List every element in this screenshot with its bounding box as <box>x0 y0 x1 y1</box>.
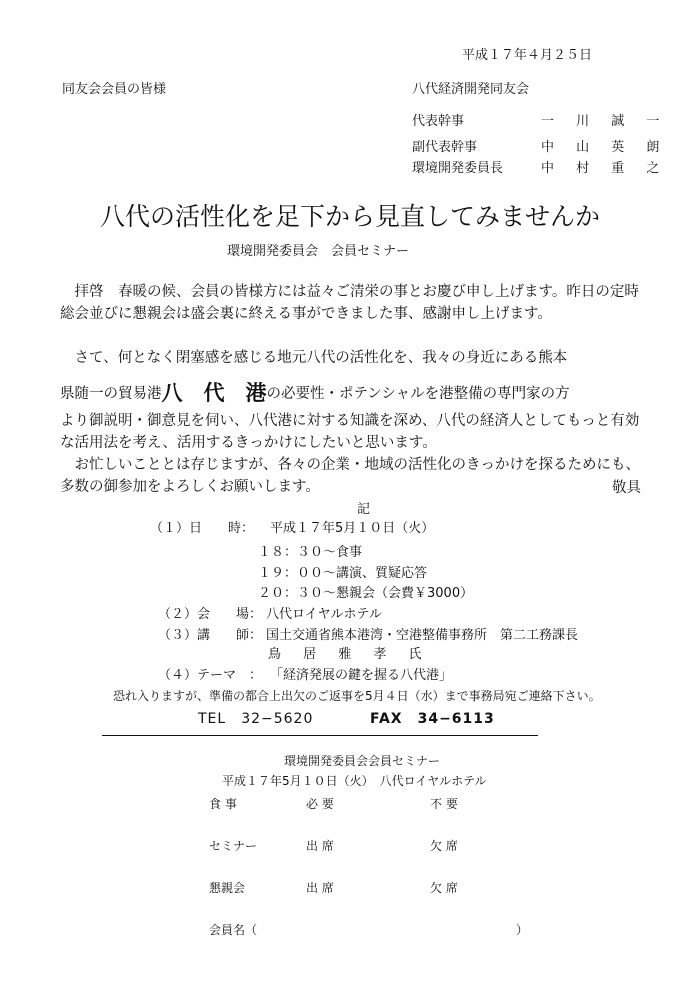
officer-title: 副代表幹事 <box>412 140 478 155</box>
schedule-item: １９：００～講演、質疑応答 <box>258 566 428 581</box>
officer-name: 中 村 重 之 <box>541 161 669 176</box>
officer-title: 環境開発委員長 <box>412 161 504 176</box>
date-value: 平成１７年5月１０日（火） <box>270 521 435 536</box>
reply-row-label: 懇親会 <box>209 881 246 895</box>
port-name-emphasis: 八 代 港 <box>161 381 267 405</box>
reply-option[interactable]: 不 要 <box>430 797 458 811</box>
member-name-label: 会員名（ <box>209 923 258 937</box>
purpose-text: の必要性・ポテンシャルを港整備の専門家の方 <box>266 386 570 402</box>
addressee: 同友会会員の皆様 <box>62 82 167 97</box>
speaker-org: 国土交通省熊本港湾・空港整備事務所 第二工務課長 <box>266 628 579 643</box>
reply-option[interactable]: 欠 席 <box>430 839 458 853</box>
reply-heading: 環境開発委員会会員セミナー <box>284 754 441 768</box>
contact-tel: TEL 32−5620 <box>198 711 314 727</box>
reply-option[interactable]: 欠 席 <box>430 881 458 895</box>
closing: 敬具 <box>612 480 641 496</box>
officer-name: 中 山 英 朗 <box>541 140 669 155</box>
paragraph-purpose-line2 <box>60 377 570 407</box>
venue-label: （２）会 場： <box>158 607 263 622</box>
reply-row-label: セミナー <box>209 839 258 853</box>
reply-row-label: 食 事 <box>209 797 237 811</box>
page-subtitle: 環境開発委員会 会員セミナー <box>227 244 410 259</box>
theme-label: （４）テーマ ： <box>158 668 263 683</box>
paragraph-greeting: 拝啓 春暖の候、会員の皆様方には益々ご清栄の事とお慶び申し上げます。昨日の定時総会並びに懇親会は盛会裏に終える事ができました事、感謝申し上げます。 <box>60 284 639 322</box>
purpose-text: 県随一の貿易港 <box>60 386 162 402</box>
date-label: （１）日 時： <box>150 521 255 536</box>
reply-option[interactable]: 出 席 <box>306 881 334 895</box>
theme-value: 「経済発展の鍵を握る八代港」 <box>270 668 453 683</box>
reply-option[interactable]: 必 要 <box>306 797 334 811</box>
schedule-item: ２０：３０～懇親会（会費￥3000） <box>258 586 474 601</box>
member-name-close: ） <box>516 923 529 937</box>
speaker-label: （３）講 師： <box>158 628 263 643</box>
reply-date-venue: 平成１７年5月１０日（火） 八代ロイヤルホテル <box>222 774 487 788</box>
contact-fax: FAX 34−6113 <box>370 711 495 727</box>
speaker-name: 鳥 居 雅 孝 氏 <box>268 647 431 662</box>
rsvp-note: 恐れ入りますが、準備の都合上出欠のご返事を5月４日（水）まで事務局宛ご連絡下さい。 <box>113 689 601 703</box>
ki-heading: 記 <box>357 502 371 517</box>
reply-option[interactable]: 出 席 <box>306 839 334 853</box>
page-title: 八代の活性化を足下から見直してみませんか <box>99 202 600 231</box>
sender-org: 八代経済開発同友会 <box>412 82 530 97</box>
venue-value: 八代ロイヤルホテル <box>266 607 382 622</box>
cut-line <box>102 735 538 736</box>
paragraph-purpose-line1: さて、何となく閉塞感を感じる地元八代の活性化を、我々の身近にある熊本 <box>60 350 568 366</box>
letter-date: 平成１７年４月２５日 <box>462 48 593 63</box>
schedule-item: １８：３０～食事 <box>258 545 363 560</box>
officer-title: 代表幹事 <box>412 114 465 129</box>
paragraph-purpose-rest: より御説明・御意見を伺い、八代港に対する知識を深め、八代の経済人としてもっと有効な活用法を考え、活用するきっかけにしたいと思います。 <box>60 413 640 451</box>
paragraph-request: お忙しいこととは存じますが、各々の企業・地域の活性化のきっかけを探るためにも、多数の御参加をよろしくお願いします。 <box>60 457 640 495</box>
officer-name: 一 川 誠 一 <box>541 114 669 129</box>
